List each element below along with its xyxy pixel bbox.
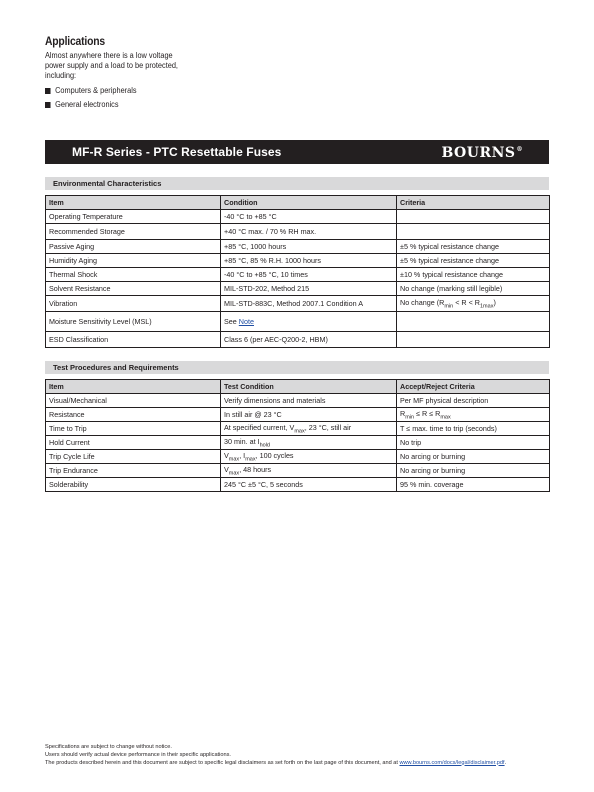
test-procedures-section-header: Test Procedures and Requirements xyxy=(45,361,549,374)
footer-disclaimer xyxy=(45,744,565,767)
table-row: Hold Current 30 min. at $I_{hold}$ No trip xyxy=(46,436,550,450)
table-row: Moisture Sensitivity Level (MSL) See Note xyxy=(46,312,550,332)
footer-line: Specifications are subject to change without notice. xyxy=(45,744,172,750)
table-row: Time to Trip At specified current, $V_{max}$, 23 °C, still air T ≤ max. time to trip (seconds) xyxy=(46,422,550,436)
table-row: Thermal Shock -40 °C to +85 °C, 10 times ±10 % typical resistance change xyxy=(46,268,550,282)
table-row: Trip Cycle Life $V_{max}$, $I_{max}$, 100 cycles No arcing or burning xyxy=(46,450,550,464)
table-row: ESD Classification Class 6 (per AEC-Q200-2, HBM) xyxy=(46,332,550,348)
column-header: Test Condition xyxy=(221,380,397,394)
table-header-row xyxy=(46,196,550,210)
column-header: Item xyxy=(46,196,221,210)
column-header: Criteria xyxy=(397,196,550,210)
square-bullet-icon xyxy=(45,102,51,108)
list-item: Computers & peripherals xyxy=(45,84,229,98)
table-row: Resistance In still air @ 23 °C $R_{min} \le R \le R_{max}$ xyxy=(46,408,550,422)
table-row: Recommended Storage +40 °C max. / 70 % RH max. xyxy=(46,224,550,240)
table-row: Solderability 245 °C ±5 °C, 5 seconds 95 % min. coverage xyxy=(46,478,550,492)
msl-note-link[interactable]: Note xyxy=(238,317,254,326)
disclaimer-link[interactable]: www.bourns.com/docs/legal/disclaimer.pdf xyxy=(399,759,505,766)
footer-line: The products described herein and this document are subject to specific legal disclaimers as set forth on the last page of this document, and at www.bourns.com/docs/legal/disclaimer.pdf. xyxy=(45,759,507,766)
table-row: Operating Temperature -40 °C to +85 °C xyxy=(46,210,550,224)
applications-list xyxy=(45,84,245,112)
table-row: Passive Aging +85 °C, 1000 hours ±5 % typical resistance change xyxy=(46,240,550,254)
column-header: Item xyxy=(46,380,221,394)
table-row: Solvent Resistance MIL-STD-202, Method 215 No change (marking still legible) xyxy=(46,282,550,296)
table-row: Vibration MIL-STD-883C, Method 2007.1 Condition A No change $(R_{min} < R < R_{1max})$ xyxy=(46,296,550,312)
list-item: General electronics xyxy=(45,98,229,112)
environmental-section-header: Environmental Characteristics xyxy=(45,177,549,190)
table-row: Trip Endurance $V_{max}$, 48 hours No arcing or burning xyxy=(46,464,550,478)
column-header: Condition xyxy=(221,196,397,210)
applications-heading: Applications xyxy=(45,36,105,48)
applications-block xyxy=(45,36,245,112)
square-bullet-icon xyxy=(45,88,51,94)
series-banner xyxy=(45,140,549,164)
column-header: Accept/Reject Criteria xyxy=(397,380,550,394)
table-row: Visual/Mechanical Verify dimensions and materials Per MF physical description xyxy=(46,394,550,408)
intro-line: Almost anywhere there is a low voltage xyxy=(45,51,173,60)
footer-line: Users should verify actual device performance in their specific applications. xyxy=(45,751,231,758)
series-title: MF-R Series - PTC Resettable Fuses xyxy=(72,145,282,159)
environmental-table xyxy=(45,195,550,348)
intro-line: including: xyxy=(45,71,77,80)
table-row: Humidity Aging +85 °C, 85 % R.H. 1000 hours ±5 % typical resistance change xyxy=(46,254,550,268)
table-header-row xyxy=(46,380,550,394)
intro-line: power supply and a load to be protected, xyxy=(45,61,178,70)
applications-intro xyxy=(45,51,229,81)
test-procedures-table xyxy=(45,379,550,492)
bourns-logo: BOURNS® xyxy=(441,145,523,161)
